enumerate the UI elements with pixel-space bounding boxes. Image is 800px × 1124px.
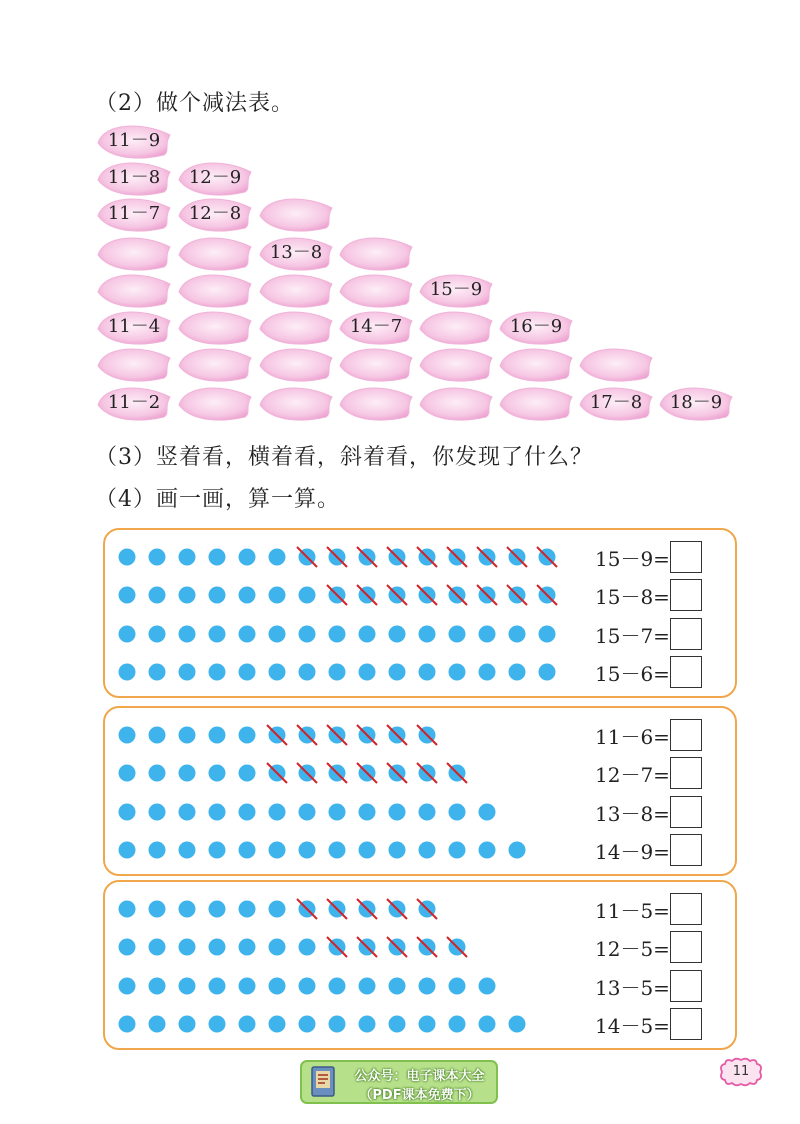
petal-cell: [179, 238, 251, 270]
heading-draw-and-calculate: （4）画一画，算一算。: [95, 487, 340, 512]
dot-panel-2: [103, 706, 737, 876]
counting-dot: [389, 626, 406, 643]
counting-dot: [479, 842, 496, 859]
counting-dot: [209, 765, 226, 782]
petal-cell: [340, 349, 412, 381]
counting-dot: [449, 626, 466, 643]
counting-dot: [329, 804, 346, 821]
counting-dot: [179, 664, 196, 681]
counting-dot: [209, 939, 226, 956]
equation: [595, 578, 702, 612]
petal-cell: [340, 275, 412, 307]
counting-dot: [209, 587, 226, 604]
equation: [595, 892, 702, 926]
counting-dot: [119, 842, 136, 859]
equation: [595, 795, 702, 829]
counting-dot: [149, 587, 166, 604]
counting-dot: [479, 664, 496, 681]
equation: [595, 718, 702, 752]
counting-dot: [359, 664, 376, 681]
petal-expression: 11－4: [107, 316, 161, 337]
counting-dot: [119, 804, 136, 821]
petal-cell: [420, 312, 492, 344]
counting-dot: [239, 626, 256, 643]
dot-panel-1: [103, 528, 737, 698]
petal-cell: [179, 349, 251, 381]
counting-dot: [239, 901, 256, 918]
counting-dot: [179, 804, 196, 821]
counting-dot: [359, 842, 376, 859]
counting-dot: [449, 664, 466, 681]
counting-dot: [119, 1016, 136, 1033]
petal-cell: [580, 349, 652, 381]
counting-dot: [509, 626, 526, 643]
answer-box[interactable]: [670, 656, 702, 688]
counting-dot: [149, 727, 166, 744]
equation-text: 15－9=: [595, 546, 670, 571]
counting-dot: [269, 549, 286, 566]
counting-dot: [509, 664, 526, 681]
counting-dot: [419, 842, 436, 859]
petal-cell: [500, 388, 572, 420]
counting-dot: [329, 664, 346, 681]
counting-dot: [419, 626, 436, 643]
counting-dot: [539, 664, 556, 681]
petal-cell: [260, 199, 332, 231]
equation-text: 11－6=: [595, 724, 670, 749]
counting-dot: [209, 727, 226, 744]
counting-dot: [239, 727, 256, 744]
counting-dot: [119, 587, 136, 604]
counting-dot: [179, 901, 196, 918]
equation: [595, 1007, 702, 1041]
counting-dot: [239, 842, 256, 859]
counting-dot: [359, 626, 376, 643]
counting-dot: [239, 978, 256, 995]
counting-dot: [269, 587, 286, 604]
petal-cell: [260, 388, 332, 420]
equation-text: 11－5=: [595, 898, 670, 923]
counting-dot: [299, 1016, 316, 1033]
page-number-badge: [716, 1055, 766, 1089]
counting-dot: [389, 804, 406, 821]
counting-dot: [119, 939, 136, 956]
counting-dot: [269, 626, 286, 643]
counting-dot: [239, 939, 256, 956]
counting-dot: [239, 765, 256, 782]
petal-expression: 16－9: [509, 316, 563, 337]
counting-dot: [299, 978, 316, 995]
counting-dot: [209, 978, 226, 995]
counting-dot: [239, 664, 256, 681]
counting-dot: [239, 549, 256, 566]
petal-expression: 18－9: [669, 392, 723, 413]
counting-dot: [389, 1016, 406, 1033]
equation-text: 14－9=: [595, 839, 670, 864]
petal-expression: 11－9: [107, 130, 161, 151]
counting-dot: [119, 901, 136, 918]
counting-dot: [389, 842, 406, 859]
answer-box[interactable]: [670, 796, 702, 828]
page-number: 11: [732, 1064, 750, 1079]
counting-dot: [179, 626, 196, 643]
counting-dot: [449, 804, 466, 821]
equation-text: 12－5=: [595, 936, 670, 961]
petal-cell: [260, 349, 332, 381]
equation: [595, 969, 702, 1003]
counting-dot: [389, 664, 406, 681]
counting-dot: [479, 1016, 496, 1033]
heading-make-subtraction-table: （2）做个减法表。: [95, 91, 294, 116]
counting-dot: [359, 804, 376, 821]
equation-text: 12－7=: [595, 762, 670, 787]
counting-dot: [149, 765, 166, 782]
petal-cell: [420, 349, 492, 381]
counting-dot: [209, 1016, 226, 1033]
petal-expression: 17－8: [589, 392, 643, 413]
counting-dot: [179, 939, 196, 956]
answer-box[interactable]: [670, 719, 702, 751]
counting-dot: [509, 842, 526, 859]
petal-expression: 14－7: [349, 316, 403, 337]
equation-text: 15－8=: [595, 584, 670, 609]
petal-expression: 13－8: [269, 242, 323, 263]
counting-dot: [179, 727, 196, 744]
petal-expression: 12－9: [188, 167, 242, 188]
counting-dot: [449, 978, 466, 995]
counting-dot: [419, 1016, 436, 1033]
petal-expression: 11－8: [107, 167, 161, 188]
counting-dot: [359, 978, 376, 995]
counting-dot: [239, 1016, 256, 1033]
equation: [595, 617, 702, 651]
dot-grid: [105, 530, 585, 696]
petal-expression: 11－7: [107, 203, 161, 224]
counting-dot: [119, 978, 136, 995]
counting-dot: [149, 626, 166, 643]
dot-panel-3: [103, 880, 737, 1050]
answer-box[interactable]: [670, 893, 702, 925]
counting-dot: [119, 765, 136, 782]
equation-text: 13－8=: [595, 801, 670, 826]
answer-box[interactable]: [670, 618, 702, 650]
badge-line-1: 公众号：电子课本大全: [354, 1069, 485, 1084]
counting-dot: [419, 978, 436, 995]
petal-cell: [98, 275, 170, 307]
counting-dot: [179, 549, 196, 566]
petal-cell: [260, 312, 332, 344]
petal-expression: 11－2: [107, 392, 161, 413]
counting-dot: [119, 664, 136, 681]
counting-dot: [119, 727, 136, 744]
counting-dot: [389, 978, 406, 995]
dot-grid: [105, 708, 585, 874]
counting-dot: [149, 939, 166, 956]
counting-dot: [479, 626, 496, 643]
counting-dot: [149, 978, 166, 995]
petal-cell: [179, 312, 251, 344]
counting-dot: [329, 1016, 346, 1033]
counting-dot: [359, 1016, 376, 1033]
equation-text: 15－7=: [595, 623, 670, 648]
counting-dot: [179, 1016, 196, 1033]
counting-dot: [479, 804, 496, 821]
answer-box[interactable]: [670, 970, 702, 1002]
counting-dot: [239, 587, 256, 604]
petal-expression: 12－8: [188, 203, 242, 224]
counting-dot: [449, 1016, 466, 1033]
answer-box[interactable]: [670, 579, 702, 611]
counting-dot: [479, 978, 496, 995]
counting-dot: [509, 1016, 526, 1033]
counting-dot: [209, 626, 226, 643]
counting-dot: [209, 549, 226, 566]
counting-dot: [209, 842, 226, 859]
counting-dot: [539, 626, 556, 643]
counting-dot: [299, 626, 316, 643]
equation-text: 14－5=: [595, 1013, 670, 1038]
book-icon: [308, 1065, 338, 1099]
petal-cell: [179, 388, 251, 420]
watermark-badge: [300, 1060, 498, 1104]
equation: [595, 655, 702, 689]
petal-cell: [340, 238, 412, 270]
counting-dot: [299, 587, 316, 604]
counting-dot: [209, 901, 226, 918]
equation-text: 13－5=: [595, 975, 670, 1000]
counting-dot: [299, 842, 316, 859]
counting-dot: [419, 804, 436, 821]
petal-cell: [340, 388, 412, 420]
dot-grid: [105, 882, 585, 1048]
counting-dot: [329, 626, 346, 643]
counting-dot: [149, 1016, 166, 1033]
equation: [595, 833, 702, 867]
counting-dot: [119, 626, 136, 643]
counting-dot: [179, 765, 196, 782]
answer-box[interactable]: [670, 931, 702, 963]
counting-dot: [269, 664, 286, 681]
heading-observation-question: （3）竖着看，横着看，斜着看，你发现了什么？: [95, 445, 593, 470]
petal-cell: [500, 349, 572, 381]
counting-dot: [329, 978, 346, 995]
equation: [595, 930, 702, 964]
counting-dot: [209, 804, 226, 821]
counting-dot: [179, 978, 196, 995]
counting-dot: [269, 939, 286, 956]
counting-dot: [419, 664, 436, 681]
counting-dot: [179, 842, 196, 859]
petal-cell: [179, 275, 251, 307]
petal-cell: [98, 349, 170, 381]
petal-expression: 15－9: [429, 279, 483, 300]
answer-box[interactable]: [670, 834, 702, 866]
petal-cell: [98, 238, 170, 270]
counting-dot: [149, 842, 166, 859]
counting-dot: [239, 804, 256, 821]
counting-dot: [269, 1016, 286, 1033]
badge-line-2: （PDF课本免费下）: [359, 1088, 480, 1103]
counting-dot: [299, 939, 316, 956]
counting-dot: [269, 978, 286, 995]
counting-dot: [209, 664, 226, 681]
equation-text: 15－6=: [595, 661, 670, 686]
counting-dot: [149, 549, 166, 566]
counting-dot: [179, 587, 196, 604]
counting-dot: [269, 804, 286, 821]
counting-dot: [119, 549, 136, 566]
counting-dot: [299, 804, 316, 821]
answer-box[interactable]: [670, 541, 702, 573]
counting-dot: [329, 842, 346, 859]
counting-dot: [149, 804, 166, 821]
counting-dot: [149, 664, 166, 681]
answer-box[interactable]: [670, 1008, 702, 1040]
counting-dot: [299, 664, 316, 681]
petal-cell: [260, 275, 332, 307]
equation: [595, 756, 702, 790]
counting-dot: [449, 842, 466, 859]
petal-cell: [420, 388, 492, 420]
counting-dot: [269, 842, 286, 859]
equation: [595, 540, 702, 574]
counting-dot: [269, 901, 286, 918]
answer-box[interactable]: [670, 757, 702, 789]
counting-dot: [149, 901, 166, 918]
